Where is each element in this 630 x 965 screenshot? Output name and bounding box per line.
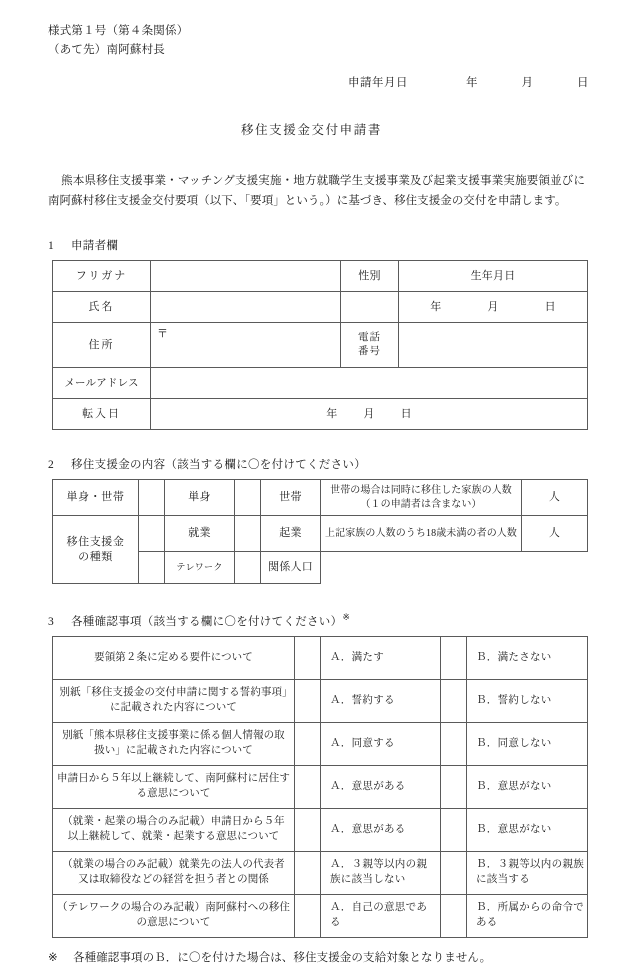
minor-count-note: 上記家族の人数のうち18歳未満の者の人数 — [321, 516, 522, 552]
table-row — [53, 722, 588, 765]
furigana-input[interactable] — [151, 261, 341, 292]
lead-paragraph — [48, 171, 585, 211]
confirmation-item-label: 要領第２条に定める要件について — [53, 636, 295, 679]
confirmation-option-a-label: Ａ．３親等以内の親族に該当しない — [321, 851, 441, 894]
movein-date-input[interactable] — [151, 399, 588, 430]
confirmation-option-a-checkbox[interactable] — [295, 679, 321, 722]
table-row — [53, 292, 588, 323]
telework-option-label: テレワーク — [165, 552, 235, 584]
email-label: メールアドレス — [53, 368, 151, 399]
section3-title: 各種確認事項（該当する欄に〇を付けてください） — [71, 615, 343, 628]
section1-number: 1 — [48, 240, 55, 252]
section1-heading — [48, 237, 585, 253]
confirmation-option-b-checkbox[interactable] — [441, 894, 467, 937]
table-row — [53, 851, 588, 894]
family-count-note: 世帯の場合は同時に移住した家族の人数（１の申請者は含まない） — [321, 480, 522, 516]
section3-note-mark: ※ — [342, 612, 351, 622]
related-population-option-label: 関係人口 — [261, 552, 321, 584]
section2-heading — [48, 456, 585, 472]
section2-number: 2 — [48, 459, 55, 471]
empty-cell — [321, 552, 522, 584]
confirmation-option-b-label: Ｂ．意思がない — [467, 765, 588, 808]
table-row — [53, 894, 588, 937]
email-input[interactable] — [151, 368, 588, 399]
footnote-text: 各種確認事項のＢ．に〇を付けた場合は、移住支援金の支給対象となりません。 — [73, 951, 492, 964]
employment-checkbox[interactable] — [139, 516, 165, 552]
family-count-unit: 人 — [548, 491, 561, 503]
confirmation-option-a-label: Ａ．意思がある — [321, 808, 441, 851]
related-population-checkbox[interactable] — [235, 552, 261, 584]
birthdate-label: 生年月日 — [399, 261, 588, 292]
table-row — [53, 480, 588, 516]
single-option-label: 単身 — [165, 480, 235, 516]
confirmation-option-b-checkbox[interactable] — [441, 679, 467, 722]
date-month-unit: 月 — [521, 77, 533, 89]
addressee-line: （あて先）南阿蘇村長 — [48, 44, 165, 56]
footnote — [48, 949, 585, 965]
movein-date-label: 転入日 — [53, 399, 151, 430]
confirmation-option-a-label: Ａ．誓約する — [321, 679, 441, 722]
movein-month-unit: 月 — [363, 407, 375, 420]
table-row — [53, 261, 588, 292]
table-row — [53, 765, 588, 808]
telework-checkbox[interactable] — [139, 552, 165, 584]
minor-count-unit: 人 — [548, 527, 561, 539]
movein-year-unit: 年 — [326, 407, 338, 420]
single-household-label: 単身・世帯 — [53, 480, 139, 516]
application-date-label: 申請年月日 — [348, 77, 408, 89]
phone-input[interactable] — [399, 323, 588, 368]
startup-option-label: 起業 — [261, 516, 321, 552]
confirmation-item-label: 別紙「熊本県移住支援事業に係る個人情報の取扱い」に記載された内容について — [53, 722, 295, 765]
section1-title: 申請者欄 — [71, 240, 119, 252]
footnote-mark: ※ — [48, 951, 58, 964]
support-type-label-line1: 移住支援金 — [66, 535, 125, 548]
confirmation-option-a-checkbox[interactable] — [295, 894, 321, 937]
table-row — [53, 516, 588, 552]
form-number: 様式第１号（第４条関係） — [48, 25, 189, 37]
employment-option-label: 就業 — [165, 516, 235, 552]
gender-label: 性別 — [341, 261, 399, 292]
support-content-table — [52, 479, 588, 584]
household-checkbox[interactable] — [235, 480, 261, 516]
table-row — [53, 368, 588, 399]
minor-count-input[interactable] — [522, 516, 588, 552]
confirmation-option-a-checkbox[interactable] — [295, 765, 321, 808]
phone-label-line2: 番号 — [358, 346, 381, 357]
confirmation-item-label: （就業・起業の場合のみ記載）申請日から５年以上継続して、就業・起業する意思について — [53, 808, 295, 851]
confirmation-table — [52, 636, 588, 938]
household-option-label: 世帯 — [261, 480, 321, 516]
confirmation-option-b-label: Ｂ．意思がない — [467, 808, 588, 851]
empty-cell — [522, 552, 588, 584]
confirmation-option-a-label: Ａ．同意する — [321, 722, 441, 765]
confirmation-option-a-checkbox[interactable] — [295, 636, 321, 679]
section2-title: 移住支援金の内容（該当する欄に〇を付けてください） — [71, 459, 366, 471]
name-input[interactable] — [151, 292, 341, 323]
confirmation-option-b-checkbox[interactable] — [441, 722, 467, 765]
applicant-table — [52, 260, 588, 430]
confirmation-option-b-checkbox[interactable] — [441, 808, 467, 851]
birth-day-unit: 日 — [544, 300, 556, 313]
application-date-row — [48, 74, 589, 92]
date-year-unit: 年 — [466, 77, 478, 89]
confirmation-item-label: （テレワークの場合のみ記載）南阿蘇村への移住の意思について — [53, 894, 295, 937]
startup-checkbox[interactable] — [235, 516, 261, 552]
page-title: 移住支援金交付申請書 — [240, 123, 382, 137]
table-row — [53, 808, 588, 851]
section3-number: 3 — [48, 615, 55, 628]
gender-input[interactable] — [341, 292, 399, 323]
birth-year-unit: 年 — [430, 300, 442, 313]
lead-text: 熊本県移住支援事業・マッチング支援実施・地方就職学生支援事業及び起業支援事業実施要領並びに南阿蘇村移住支援金交付要項（以下、「要項」という。）に基づき、移住支援金の交付を申請します。 — [48, 175, 585, 207]
date-day-unit: 日 — [577, 77, 589, 89]
single-checkbox[interactable] — [139, 480, 165, 516]
furigana-label: フリガナ — [53, 261, 151, 292]
confirmation-option-b-checkbox[interactable] — [441, 851, 467, 894]
name-label: 氏名 — [53, 292, 151, 323]
address-input[interactable] — [151, 323, 341, 368]
confirmation-option-a-label: Ａ．自己の意思である — [321, 894, 441, 937]
confirmation-item-label: （就業の場合のみ記載）就業先の法人の代表者又は取締役などの経営を担う者との関係 — [53, 851, 295, 894]
table-row — [53, 323, 588, 368]
support-type-label — [53, 516, 139, 584]
confirmation-option-a-checkbox[interactable] — [295, 722, 321, 765]
phone-label-line1: 電話 — [358, 332, 381, 343]
confirmation-option-a-label: Ａ．満たす — [321, 636, 441, 679]
movein-day-unit: 日 — [400, 407, 412, 420]
zip-mark-icon: 〒 — [157, 328, 169, 340]
confirmation-option-b-label: Ｂ．所属からの命令である — [467, 894, 588, 937]
confirmation-option-b-label: Ｂ．同意しない — [467, 722, 588, 765]
confirmation-option-b-label: Ｂ．満たさない — [467, 636, 588, 679]
confirmation-option-b-label: Ｂ．誓約しない — [467, 679, 588, 722]
family-count-input[interactable] — [522, 480, 588, 516]
confirmation-option-a-checkbox[interactable] — [295, 851, 321, 894]
confirmation-option-b-checkbox[interactable] — [441, 765, 467, 808]
address-label: 住所 — [53, 323, 151, 368]
confirmation-option-a-label: Ａ．意思がある — [321, 765, 441, 808]
confirmation-option-a-checkbox[interactable] — [295, 808, 321, 851]
phone-label — [341, 323, 399, 368]
confirmation-item-label: 別紙「移住支援金の交付申請に関する誓約事項」に記載された内容について — [53, 679, 295, 722]
table-row — [53, 679, 588, 722]
confirmation-option-b-label: Ｂ．３親等以内の親族に該当する — [467, 851, 588, 894]
table-row — [53, 636, 588, 679]
birthdate-input[interactable] — [399, 292, 588, 323]
confirmation-item-label: 申請日から５年以上継続して、南阿蘇村に居住する意思について — [53, 765, 295, 808]
birth-month-unit: 月 — [487, 300, 499, 313]
confirmation-option-b-checkbox[interactable] — [441, 636, 467, 679]
support-type-label-line2: の種類 — [78, 550, 113, 563]
table-row — [53, 399, 588, 430]
section3-heading — [48, 612, 585, 629]
